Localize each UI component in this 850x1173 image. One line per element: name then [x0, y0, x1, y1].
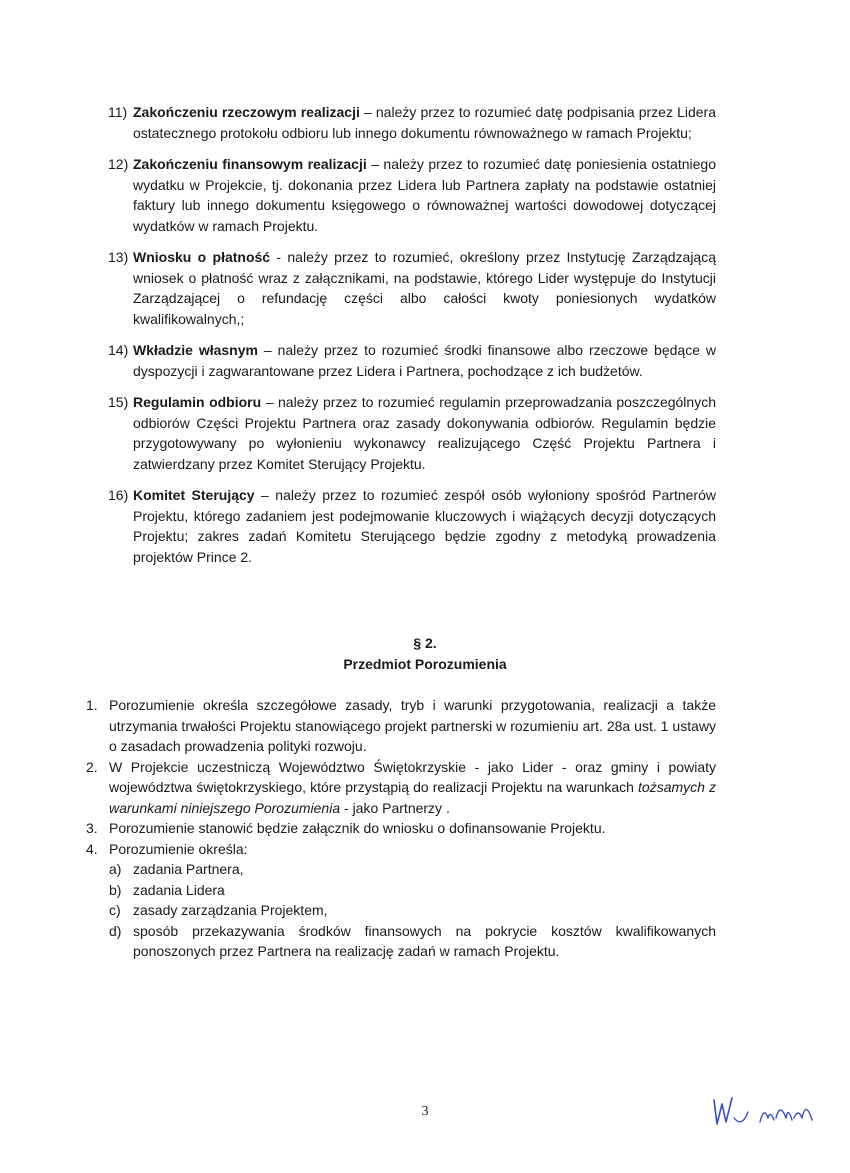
list-item [86, 757, 716, 819]
sub-list-item [109, 859, 716, 880]
definition-item [108, 102, 716, 143]
definition-item [108, 154, 716, 236]
list-item-text-italic: tożsamych z warunkami niniejszego Porozumienia [109, 779, 716, 816]
definition-term: Komitet Sterujący [133, 487, 255, 503]
definition-number: 12) [108, 156, 129, 172]
sub-item-letter: d) [109, 922, 122, 939]
definition-body [133, 392, 716, 474]
numbered-list [86, 695, 716, 962]
definition-number: 13) [108, 249, 129, 265]
list-item-number: 4. [86, 840, 98, 857]
sub-item-text: zasady zarządzania Projektem, [133, 902, 328, 918]
page-number: 3 [421, 1104, 429, 1119]
list-item-text-part: W Projekcie uczestniczą Województwo Świętokrzyskie - jako Lider - oraz gminy i powiaty województwa świętokrzyskiego, które przystąpią do realizacji Projektu na warunkach [109, 758, 716, 795]
definition-number: 15) [108, 394, 129, 410]
definition-number: 14) [108, 342, 129, 358]
list-item-text: Porozumienie określa: [109, 840, 248, 857]
definition-text: - należy przez to rozumieć, określony przez Instytucję Zarządzającą wniosek o płatność wraz z załącznikami, na podstawie, którego Lider występuje do Instytucji Zarządzającej o refundację części albo całości kwoty poniesionych wydatków kwalifikowalnych,; [133, 249, 717, 327]
sub-list-item [109, 880, 716, 901]
sub-item-text: sposób przekazywania środków finansowych na pokrycie kosztów kwalifikowanych ponoszonych przez Partnera na realizację zadań w ramach Projektu. [133, 922, 716, 959]
definition-term: Regulamin odbioru [133, 394, 262, 410]
definition-term: Zakończeniu rzeczowym realizacji [133, 104, 360, 120]
list-item-number: 2. [86, 758, 98, 775]
list-item [86, 839, 716, 962]
section-title: Przedmiot Porozumienia [343, 656, 507, 672]
definition-item [108, 340, 716, 381]
sub-item-text: zadania Lidera [133, 881, 225, 898]
list-item-text [109, 757, 716, 819]
definition-term: Wniosku o płatność [133, 249, 271, 265]
definition-body [133, 154, 716, 236]
definition-item [108, 485, 716, 567]
definition-text: – należy przez to rozumieć zespół osób wyłoniony spośród Partnerów Projektu, którego zadaniem jest podejmowanie kluczowych i wiążących decyzji dotyczących Projektu; zakres zadań Komitetu Sterującego będzie zgodny z metodyką prowadzenia projektów Prince 2. [133, 487, 716, 565]
definition-text: – należy przez to rozumieć środki finansowe albo rzeczowe będące w dyspozycji i zagwarantowane przez Lidera i Partnera, pochodzące z ich budżetów. [133, 342, 716, 379]
sub-list-item [109, 900, 716, 921]
definition-item [108, 392, 716, 474]
definition-body [133, 485, 716, 567]
definition-text: – należy przez to rozumieć regulamin przeprowadzania poszczególnych odbiorów Części Projektu Partnera oraz zasady dokonywania odbiorów. Regulamin będzie przygotowywany po wyłonieniu wykonawcy realizującego Część Projektu Partnera i zatwierdzany przez Komitet Sterujący Projektu. [133, 394, 716, 472]
list-item [86, 818, 716, 839]
list-item-number: 3. [86, 820, 98, 836]
list-item [86, 695, 716, 757]
sub-item-letter: c) [109, 902, 121, 918]
definitions-list [108, 102, 716, 578]
sub-item-letter: b) [109, 881, 122, 898]
sub-item-letter: a) [109, 861, 122, 877]
list-item-text: Porozumienie stanowić będzie załącznik do wniosku o dofinansowanie Projektu. [109, 820, 606, 836]
definition-body [133, 340, 716, 381]
definition-term: Zakończeniu finansowym realizacji [133, 156, 367, 172]
list-item-content [109, 839, 716, 962]
definition-number: 11) [108, 104, 128, 120]
sub-list-item [109, 921, 716, 962]
section-number: § 2. [413, 635, 437, 651]
definition-item [108, 247, 716, 329]
list-item-text-part: - jako Partnerzy . [340, 799, 450, 816]
definition-body [133, 102, 716, 143]
definition-body [133, 247, 716, 329]
handwritten-signature [708, 1088, 828, 1136]
sub-list [109, 859, 716, 962]
definition-text: – należy przez to rozumieć datę podpisania przez Lidera ostatecznego protokołu odbioru lub innego dokumentu równoważnego w ramach Projektu; [133, 104, 716, 141]
definition-text: – należy przez to rozumieć datę poniesienia ostatniego wydatku w Projekcie, tj. dokonania przez Lidera lub Partnera zapłaty na podstawie ostatniej faktury lub innego dokumentu księgowego o równoważnej wartości dowodowej dotyczącej wydatków w ramach Projektu. [133, 156, 716, 234]
list-item-text: Porozumienie określa szczegółowe zasady, tryb i warunki przygotowania, realizacji a także utrzymania trwałości Projektu stanowiącego projekt partnerski w rozumieniu art. 28a ust. 1 ustawy o zasadach prowadzenia polityki rozwoju. [109, 697, 716, 754]
definition-term: Wkładzie własnym [133, 342, 258, 358]
list-item-number: 1. [86, 697, 98, 713]
sub-item-text: zadania Partnera, [133, 861, 244, 877]
definition-number: 16) [108, 487, 129, 503]
